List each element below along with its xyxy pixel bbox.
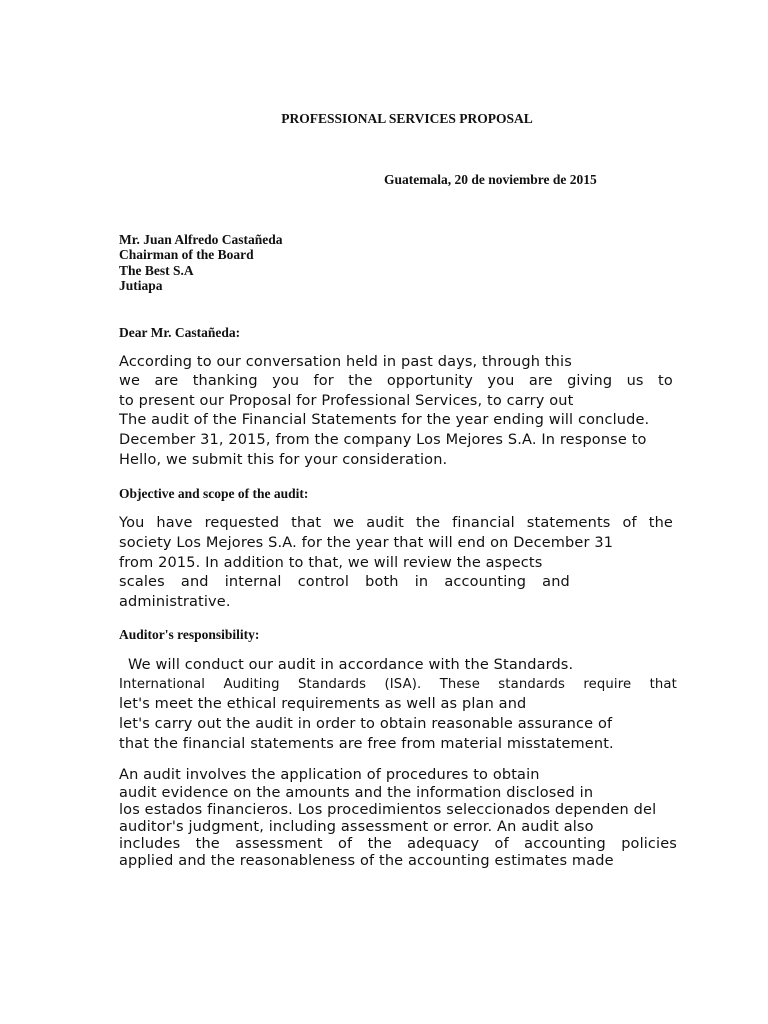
word: International <box>119 677 206 692</box>
procedures-line: los estados financieros. Los procedimientos seleccionados dependen del <box>119 802 657 818</box>
objective-line <box>119 574 570 590</box>
recipient-company: The Best S.A <box>119 263 194 278</box>
word: us <box>626 373 644 389</box>
word: you <box>272 373 300 389</box>
word: the <box>415 515 441 531</box>
objective-line: from 2015. In addition to that, we will review the aspects <box>119 555 543 571</box>
word: the <box>195 836 220 852</box>
word: You <box>119 515 145 531</box>
word: and <box>180 574 209 590</box>
word: the <box>648 515 673 531</box>
word: statements <box>526 515 611 531</box>
document-title: PROFESSIONAL SERVICES PROPOSAL <box>281 111 533 126</box>
word: require <box>583 677 632 692</box>
objective-line: society Los Mejores S.A. for the year that will end on December 31 <box>119 535 614 551</box>
word: of <box>622 515 637 531</box>
word: are <box>154 373 179 389</box>
procedures-line: An audit involves the application of procedures to obtain <box>119 767 540 783</box>
word: accounting <box>444 574 527 590</box>
responsibility-line: let's meet the ethical requirements as well as plan and <box>119 696 527 712</box>
word: you <box>487 373 515 389</box>
procedures-line: auditor's judgment, including assessment or error. An audit also <box>119 819 594 835</box>
objective-line <box>119 515 673 531</box>
salutation: Dear Mr. Castañeda: <box>119 325 241 340</box>
letter-date: Guatemala, 20 de noviembre de 2015 <box>384 172 597 187</box>
word: accounting <box>524 836 606 852</box>
word: for <box>313 373 334 389</box>
intro-line <box>119 373 673 389</box>
word: These <box>439 677 480 692</box>
intro-line: According to our conversation held in past days, through this <box>119 354 572 370</box>
word: the <box>367 836 392 852</box>
word: we <box>119 373 141 389</box>
word: (ISA). <box>384 677 422 692</box>
word: that <box>291 515 322 531</box>
procedures-line <box>119 836 677 852</box>
objective-line: administrative. <box>119 594 231 610</box>
word: assessment <box>235 836 323 852</box>
procedures-line: audit evidence on the amounts and the information disclosed in <box>119 785 594 801</box>
word: we <box>333 515 355 531</box>
word: audit <box>366 515 404 531</box>
intro-line: to present our Proposal for Professional Services, to carry out <box>119 393 574 409</box>
intro-line: The audit of the Financial Statements for the year ending will conclude. <box>119 412 650 428</box>
word: to <box>657 373 673 389</box>
word: scales <box>119 574 165 590</box>
intro-line: December 31, 2015, from the company Los Mejores S.A. In response to <box>119 432 647 448</box>
word: the <box>348 373 373 389</box>
word: financial <box>452 515 515 531</box>
word: giving <box>567 373 613 389</box>
word: that <box>649 677 677 692</box>
responsibility-line: that the financial statements are free from material misstatement. <box>119 736 614 752</box>
objective-heading: Objective and scope of the audit: <box>119 486 309 501</box>
responsibility-heading: Auditor's responsibility: <box>119 627 260 642</box>
word: standards <box>498 677 565 692</box>
word: of <box>337 836 353 852</box>
recipient-name: Mr. Juan Alfredo Castañeda <box>119 232 283 247</box>
word: have <box>156 515 193 531</box>
word: includes <box>119 836 181 852</box>
word: policies <box>621 836 677 852</box>
word: thanking <box>192 373 258 389</box>
procedures-line: applied and the reasonableness of the accounting estimates made <box>119 853 614 869</box>
responsibility-line: We will conduct our audit in accordance with the Standards. <box>128 657 574 673</box>
word: requested <box>204 515 280 531</box>
recipient-city: Jutiapa <box>119 278 163 293</box>
word: internal <box>224 574 282 590</box>
word: are <box>528 373 553 389</box>
word: both <box>365 574 399 590</box>
responsibility-line <box>119 677 677 692</box>
word: Standards <box>297 677 367 692</box>
word: in <box>414 574 429 590</box>
word: Auditing <box>223 677 280 692</box>
word: opportunity <box>386 373 473 389</box>
word: and <box>542 574 570 590</box>
word: adequacy <box>407 836 480 852</box>
word: control <box>297 574 349 590</box>
responsibility-line: let's carry out the audit in order to obtain reasonable assurance of <box>119 716 613 732</box>
recipient-position: Chairman of the Board <box>119 247 254 262</box>
intro-line: Hello, we submit this for your consideration. <box>119 452 448 468</box>
word: of <box>494 836 509 852</box>
